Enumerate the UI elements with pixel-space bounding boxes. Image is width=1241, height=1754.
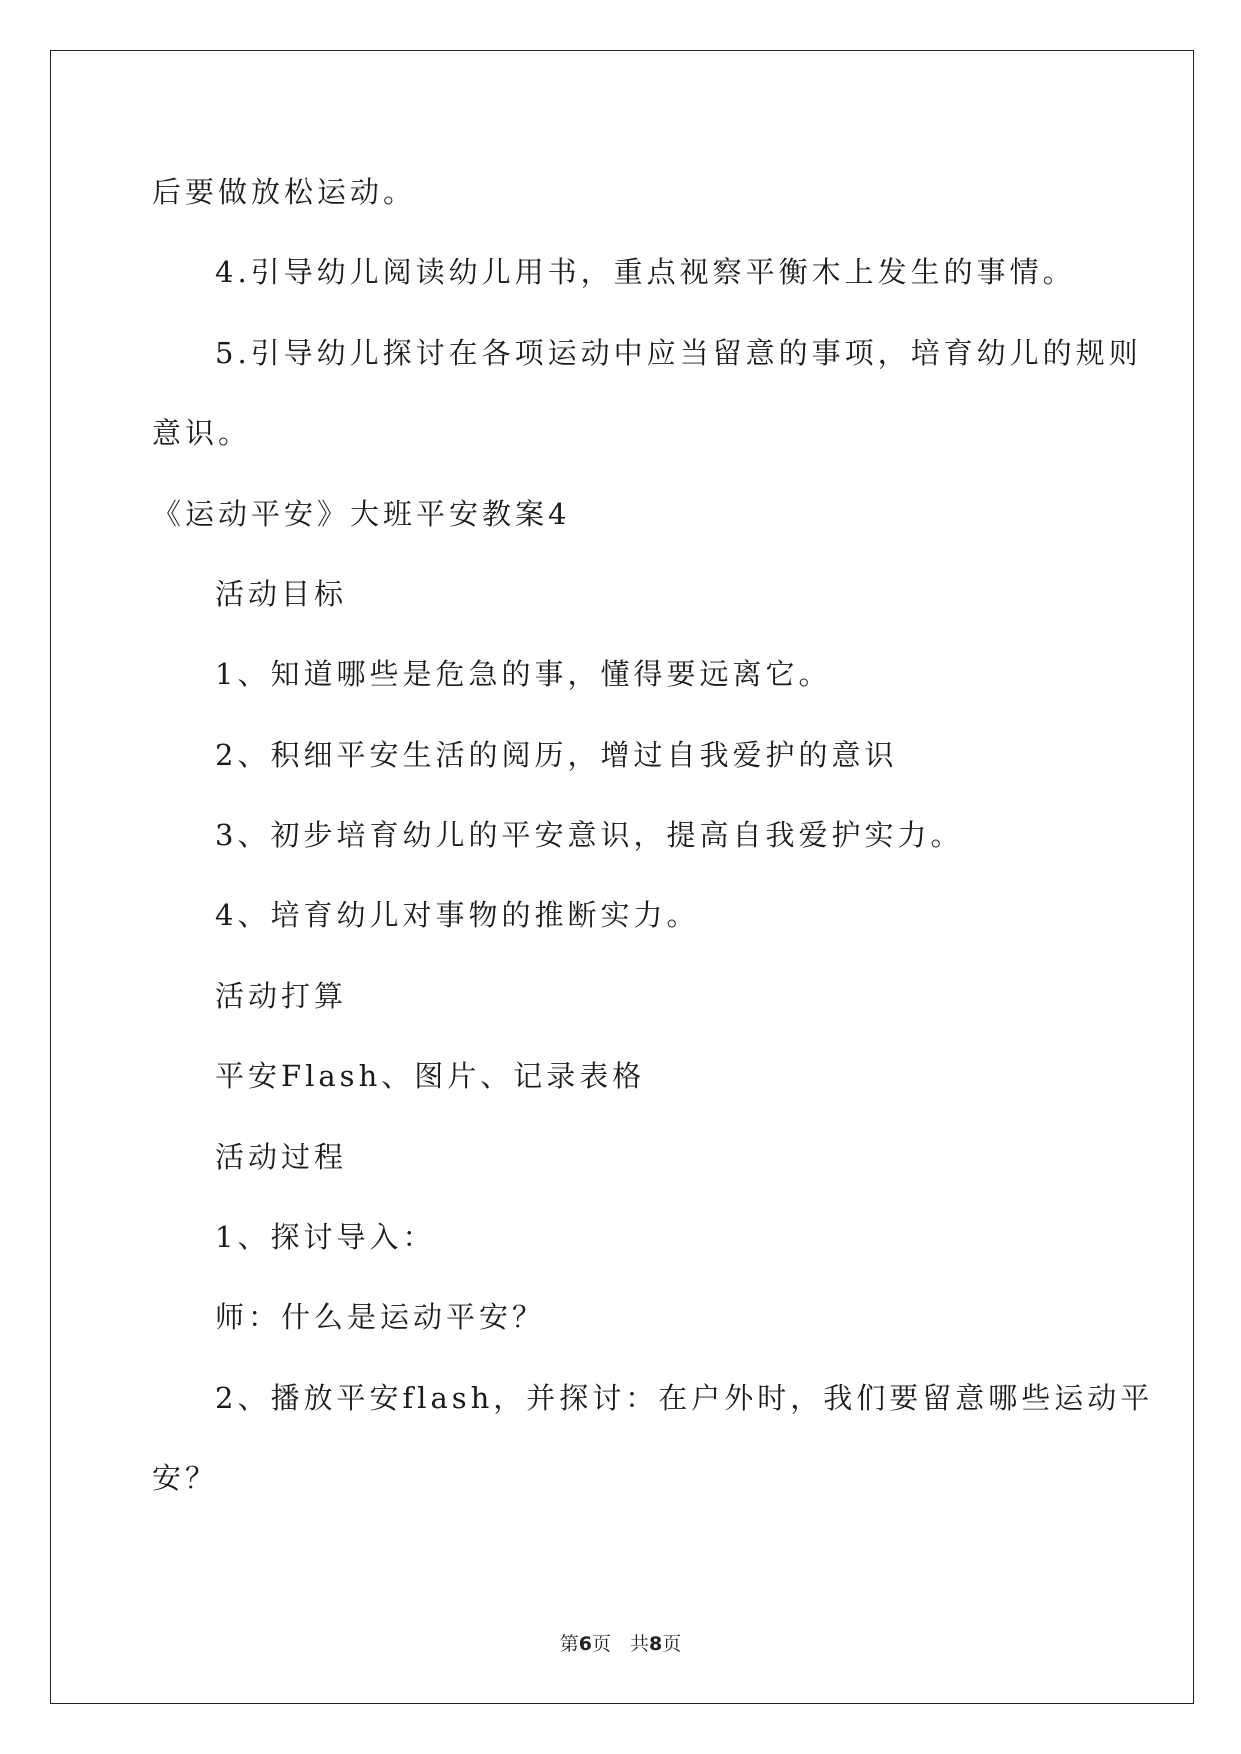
page-footer (0, 1632, 1241, 1656)
footer-prefix: 第 (559, 1633, 579, 1655)
paragraph-line: 意识。 (152, 416, 252, 450)
section-heading: 《运动平安》大班平安教案4 (152, 497, 571, 531)
current-page-number: 6 (578, 1633, 592, 1655)
list-item: 2、积细平安生活的阅历，增过自我爱护的意识 (215, 738, 898, 772)
list-item: 1、探讨导入： (215, 1220, 436, 1254)
paragraph-line: 师：什么是运动平安？ (215, 1300, 546, 1334)
total-pages-number: 8 (649, 1633, 663, 1655)
footer-middle: 页 共 (591, 1633, 649, 1655)
list-item: 3、初步培育幼儿的平安意识，提高自我爱护实力。 (215, 818, 964, 852)
subheading-goals: 活动目标 (215, 577, 348, 611)
paragraph-line: 平安Flash、图片、记录表格 (215, 1059, 646, 1093)
subheading-preparation: 活动打算 (215, 979, 348, 1013)
footer-suffix: 页 (662, 1633, 682, 1655)
page-border (50, 50, 1194, 1704)
list-item: 1、知道哪些是危急的事，懂得要远离它。 (215, 657, 832, 691)
paragraph-line: 5.引导幼儿探讨在各项运动中应当留意的事项，培育幼儿的规则 (215, 336, 1142, 370)
list-item: 2、播放平安flash，并探讨：在户外时，我们要留意哪些运动平 (215, 1381, 1154, 1415)
paragraph-line: 安？ (152, 1461, 219, 1495)
list-item: 4、培育幼儿对事物的推断实力。 (215, 898, 700, 932)
paragraph-line: 4.引导幼儿阅读幼儿用书，重点视察平衡木上发生的事情。 (215, 255, 1076, 289)
subheading-process: 活动过程 (215, 1140, 348, 1174)
paragraph-line: 后要做放松运动。 (152, 175, 417, 209)
